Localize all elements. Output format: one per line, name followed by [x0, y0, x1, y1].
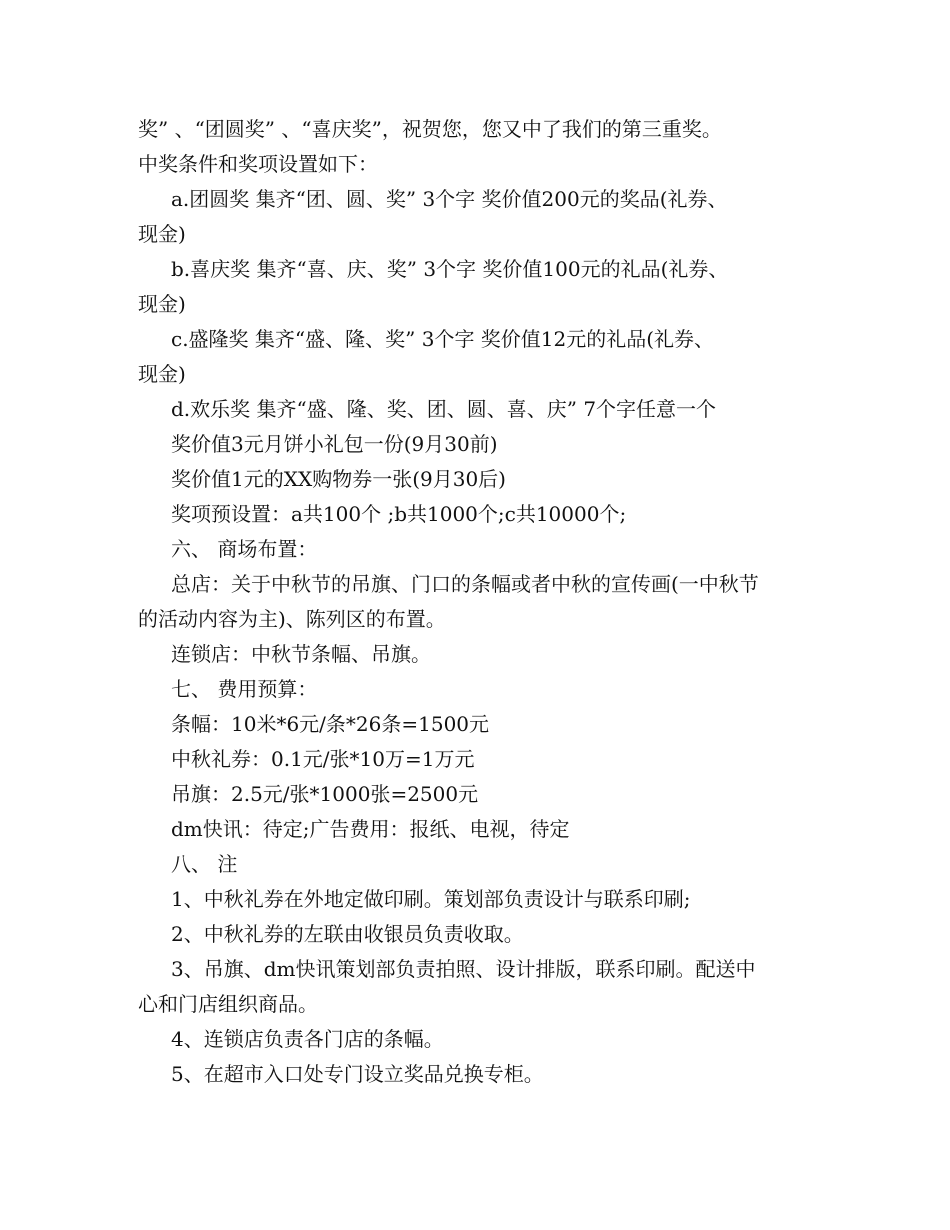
- text-line: 4、连锁店负责各门店的条幅。: [171, 1027, 444, 1051]
- text-line: 奖价值3元月饼小礼包一份(9月30前): [171, 432, 498, 456]
- text-line: 的活动内容为主)、陈列区的布置。: [138, 607, 446, 631]
- text-line: 现金): [138, 362, 186, 386]
- text-line: 八、 注: [171, 852, 238, 876]
- text-line: 现金): [138, 222, 186, 246]
- text-line: 条幅：10米*6元/条*26条=1500元: [171, 712, 490, 736]
- text-line: 现金): [138, 292, 186, 316]
- text-line: 中奖条件和奖项设置如下：: [138, 152, 378, 176]
- text-line: 连锁店：中秋节条幅、吊旗。: [171, 642, 431, 666]
- text-line: 心和门店组织商品。: [138, 992, 318, 1016]
- text-line: 中秋礼券：0.1元/张*10万=1万元: [171, 747, 475, 771]
- text-line: c.盛隆奖 集齐“盛、隆、奖” 3个字 奖价值12元的礼品(礼券、: [171, 327, 715, 351]
- text-line: 2、中秋礼券的左联由收银员负责收取。: [171, 922, 524, 946]
- text-line: dm快讯：待定;广告费用：报纸、电视，待定: [171, 817, 570, 841]
- text-line: 奖” 、“团圆奖” 、“喜庆奖”，祝贺您，您又中了我们的第三重奖。: [138, 117, 722, 141]
- text-line: 5、在超市入口处专门设立奖品兑换专柜。: [171, 1062, 544, 1086]
- text-line: a.团圆奖 集齐“团、圆、奖” 3个字 奖价值200元的奖品(礼券、: [171, 187, 728, 211]
- text-line: 吊旗：2.5元/张*1000张=2500元: [171, 782, 479, 806]
- text-line: b.喜庆奖 集齐“喜、庆、奖” 3个字 奖价值100元的礼品(礼券、: [171, 257, 729, 281]
- text-line: d.欢乐奖 集齐“盛、隆、奖、团、圆、喜、庆” 7个字任意一个: [171, 397, 717, 421]
- text-line: 奖价值1元的XX购物券一张(9月30后): [171, 467, 506, 491]
- text-line: 七、 费用预算：: [171, 677, 318, 701]
- document-body: [138, 112, 828, 1092]
- text-line: 1、中秋礼券在外地定做印刷。策划部负责设计与联系印刷;: [171, 887, 691, 911]
- text-line: 六、 商场布置：: [171, 537, 318, 561]
- text-line: 总店：关于中秋节的吊旗、门口的条幅或者中秋的宣传画(一中秋节: [171, 572, 759, 596]
- text-line: 3、吊旗、dm快讯策划部负责拍照、设计排版，联系印刷。配送中: [171, 957, 756, 981]
- text-line: 奖项预设置：a共100个 ;b共1000个;c共10000个;: [171, 502, 627, 526]
